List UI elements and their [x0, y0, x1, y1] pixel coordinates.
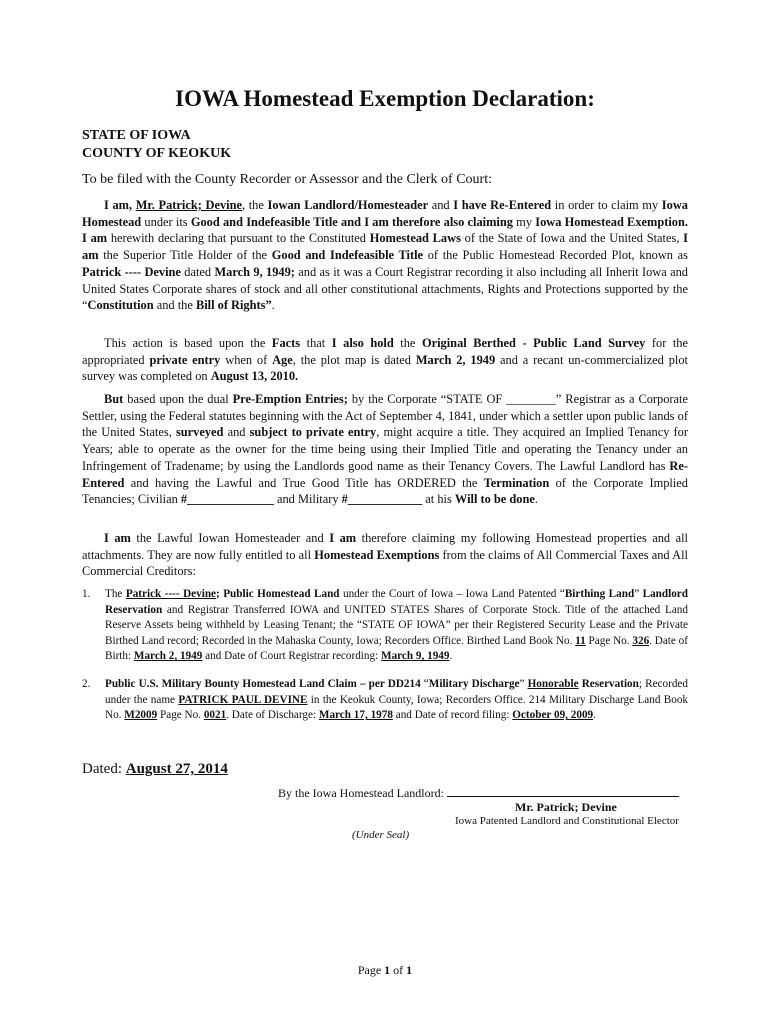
text-run: and Registrar Transferred IOWA and UNITED STATES Shares of Corporate Stock. Title of the attached Land Reserve Assets being withheld by Leasing Tenant; the “STATE OF IOWA” per their Registered Security Lease and the Private Birthed Land record; Recorded in the Mahaska County, Iowa; Recorders Office. Birthed Land Book No.	[105, 603, 688, 647]
text-run: Pre-Emption Entries;	[232, 392, 348, 406]
text-run: 11	[575, 634, 586, 647]
text-run: and	[428, 198, 454, 212]
list-number: 1.	[82, 588, 91, 600]
text-run: I also hold	[331, 336, 394, 350]
text-run: of the State of Iowa and the United States,	[460, 231, 684, 246]
text-run: .	[534, 492, 538, 507]
text-run: therefore claiming my following Homestead properties and all attachments. They are now fully entitled to all	[82, 531, 688, 562]
text-run: based upon the dual	[123, 392, 233, 406]
text-run: .	[271, 298, 275, 313]
text-run: and a recant un-commercialized plot survey was completed on	[82, 352, 688, 384]
text-run: Iowa Homestead Exemption. I am	[82, 214, 688, 246]
text-run: March 9, 1949	[381, 650, 450, 663]
text-run: my	[512, 214, 536, 229]
text-run: ; Public Homestead Land	[216, 588, 340, 600]
document-title: IOWA Homestead Exemption Declaration:	[175, 86, 595, 111]
footer-text: of	[390, 963, 407, 977]
text-run: . Date of Birth:	[105, 634, 688, 663]
text-run: and	[223, 425, 250, 440]
text-run: I am	[104, 531, 131, 545]
list-item	[82, 677, 688, 724]
text-run: the	[393, 336, 422, 350]
text-run: PATRICK PAUL DEVINE	[178, 693, 308, 706]
signature-blank	[447, 786, 679, 797]
text-run: March 17, 1978	[318, 709, 393, 722]
text-run: and Military	[273, 492, 342, 507]
text-run: ; Recorded under the name	[105, 678, 688, 706]
text-run: Will to be done	[454, 492, 535, 507]
text-run: But	[104, 392, 124, 406]
text-run: March 2, 1949	[133, 650, 203, 663]
text-run: Good and Indefeasible Title	[271, 248, 424, 263]
text-run: Termination	[483, 475, 550, 490]
text-run: and Date of record filing:	[392, 709, 513, 722]
text-run: the Lawful Iowan Homesteader and	[130, 531, 330, 545]
text-run: Military Discharge	[428, 678, 520, 690]
text-run: of the Public Homestead Recorded Plot, known as	[423, 248, 688, 263]
text-run: the Superior Title Holder of the	[98, 248, 272, 263]
seal-note: (Under Seal)	[352, 829, 410, 841]
military-number-blank: #____________	[341, 492, 423, 507]
text-run: surveyed	[175, 425, 224, 440]
text-run: Iowa Homestead	[82, 198, 688, 229]
signer-name: Mr. Patrick; Devine	[515, 800, 617, 814]
text-run: in order to claim my	[551, 198, 662, 212]
text-run: This action is based upon the	[104, 336, 272, 350]
signature-label: By the Iowa Homestead Landlord:	[278, 786, 447, 800]
text-run: Re-Entered	[82, 458, 688, 490]
text-run: private entry	[149, 352, 221, 367]
text-run: Page No.	[157, 709, 204, 722]
text-run: I am	[329, 531, 357, 545]
text-run: under its	[141, 214, 191, 229]
text-run: Iowan Landlord/Homesteader	[267, 198, 429, 212]
text-run: Homestead Laws	[369, 231, 461, 246]
list-item	[82, 587, 688, 665]
text-run: and as it was a Court Registrar recording it also including all Inherit Iowa and United States Corporate shares of stock and all other constitutional attachments, Rights and Protections supported by the “	[82, 264, 689, 313]
text-run: Bill of Rights”	[195, 298, 272, 313]
text-run: subject to private entry	[249, 425, 377, 440]
text-run: by the Corporate “STATE OF ________” Registrar as a Corporate Settler, using the Federal statutes beginning with the Act of September 4, 1841, under which a settler upon public lands of the United States,	[82, 392, 688, 440]
declarant-name: Mr. Patrick; Devine	[135, 198, 242, 212]
page-current: 1	[384, 963, 391, 977]
text-run: Honorable	[527, 678, 579, 690]
text-run: ”	[634, 588, 643, 600]
text-run: and having the Lawful and True Good Title has ORDERED the	[124, 475, 484, 490]
text-run: Homestead Exemptions	[314, 547, 440, 562]
text-run: , the plot map is dated	[292, 352, 416, 367]
text-run: Page No.	[585, 634, 633, 647]
text-run: Age	[272, 352, 293, 367]
venue-block	[82, 127, 231, 163]
text-run: and Date of Court Registrar recording:	[202, 650, 382, 663]
text-run: March 2, 1949	[415, 352, 496, 367]
text-run: , the	[241, 198, 268, 212]
footer-text: Page	[357, 963, 385, 977]
civilian-number-blank: #______________	[180, 492, 274, 507]
text-run: .	[449, 650, 453, 663]
text-run: August 13, 2010.	[210, 369, 299, 384]
paragraph-claims	[82, 530, 688, 580]
text-run: I have Re-Entered	[453, 198, 552, 212]
county-line: COUNTY OF KEOKUK	[82, 146, 232, 161]
text-run: under the Court of Iowa – Iowa Land Patented “	[339, 588, 565, 600]
dated-label: Dated:	[82, 761, 126, 777]
paragraph-facts	[82, 335, 688, 385]
text-run: October 09, 2009	[512, 709, 594, 722]
text-run: when of	[220, 352, 273, 367]
text-run: Patrick ---- Devine	[82, 264, 181, 279]
page-total: 1	[406, 963, 413, 977]
text-run: herewith declaring that pursuant to the Constituted	[107, 231, 370, 246]
list-number: 2.	[82, 678, 91, 690]
text-run: dated	[180, 264, 215, 279]
text-run: 0021	[203, 709, 227, 722]
page-footer	[0, 963, 770, 978]
text-run: The	[105, 588, 126, 600]
text-run: Reservation	[578, 678, 639, 690]
text-run: Patrick ---- Devine	[125, 588, 217, 600]
text-run: I am,	[104, 198, 136, 212]
text-run: .	[593, 709, 596, 722]
text-run: M2009	[124, 709, 158, 722]
dated-value: August 27, 2014	[125, 761, 228, 777]
text-run: March 9, 1949;	[214, 264, 295, 279]
list-item-text	[105, 677, 688, 724]
state-line: STATE OF IOWA	[82, 128, 191, 143]
text-run: of the Corporate Implied Tenancies; Civilian	[82, 475, 688, 507]
signature-line	[278, 786, 679, 801]
text-run: and the	[153, 298, 196, 313]
text-run: . Date of Discharge:	[226, 709, 319, 722]
paragraph-pre-emption	[82, 391, 688, 508]
text-run: Original Berthed - Public Land Survey	[421, 336, 646, 350]
text-run: Birthing Land	[564, 588, 635, 600]
filing-instruction: To be filed with the County Recorder or Assessor and the Clerk of Court:	[82, 172, 492, 187]
text-run: I am	[82, 231, 688, 263]
text-run: Facts	[271, 336, 301, 350]
text-run: , might acquire a title. They acquired an Implied Tenancy for Years; able to operate as the owner for the time being using their Implied Title and operating the Tenancy under an Infringement of Tradename; by using the Landlords good name as their Tenancy Covers. The Lawful Landlord has	[82, 425, 688, 473]
text-run: in the Keokuk County, Iowa; Recorders Office. 214 Military Discharge Land Book No.	[105, 693, 689, 722]
text-run: Good and Indefeasible Title and I am therefore also claiming	[190, 214, 513, 229]
text-run: at his	[422, 492, 455, 507]
list-item-text	[105, 587, 688, 665]
text-run: “	[420, 678, 429, 690]
date-line	[82, 761, 228, 778]
text-run: from the claims of All Commercial Taxes and All Commercial Creditors:	[82, 547, 688, 579]
text-run: 326	[632, 634, 650, 647]
text-run: ”	[519, 678, 528, 690]
text-run: Public U.S. Military Bounty Homestead Land Claim – per DD214	[105, 678, 421, 690]
signer-title: Iowa Patented Landlord and Constitutional Elector	[455, 815, 679, 827]
text-run: Landlord Reservation	[105, 588, 688, 616]
text-run: Constitution	[87, 298, 154, 313]
text-run: for the appropriated	[82, 336, 688, 367]
paragraph-declaration	[82, 197, 688, 314]
text-run: that	[300, 336, 332, 350]
